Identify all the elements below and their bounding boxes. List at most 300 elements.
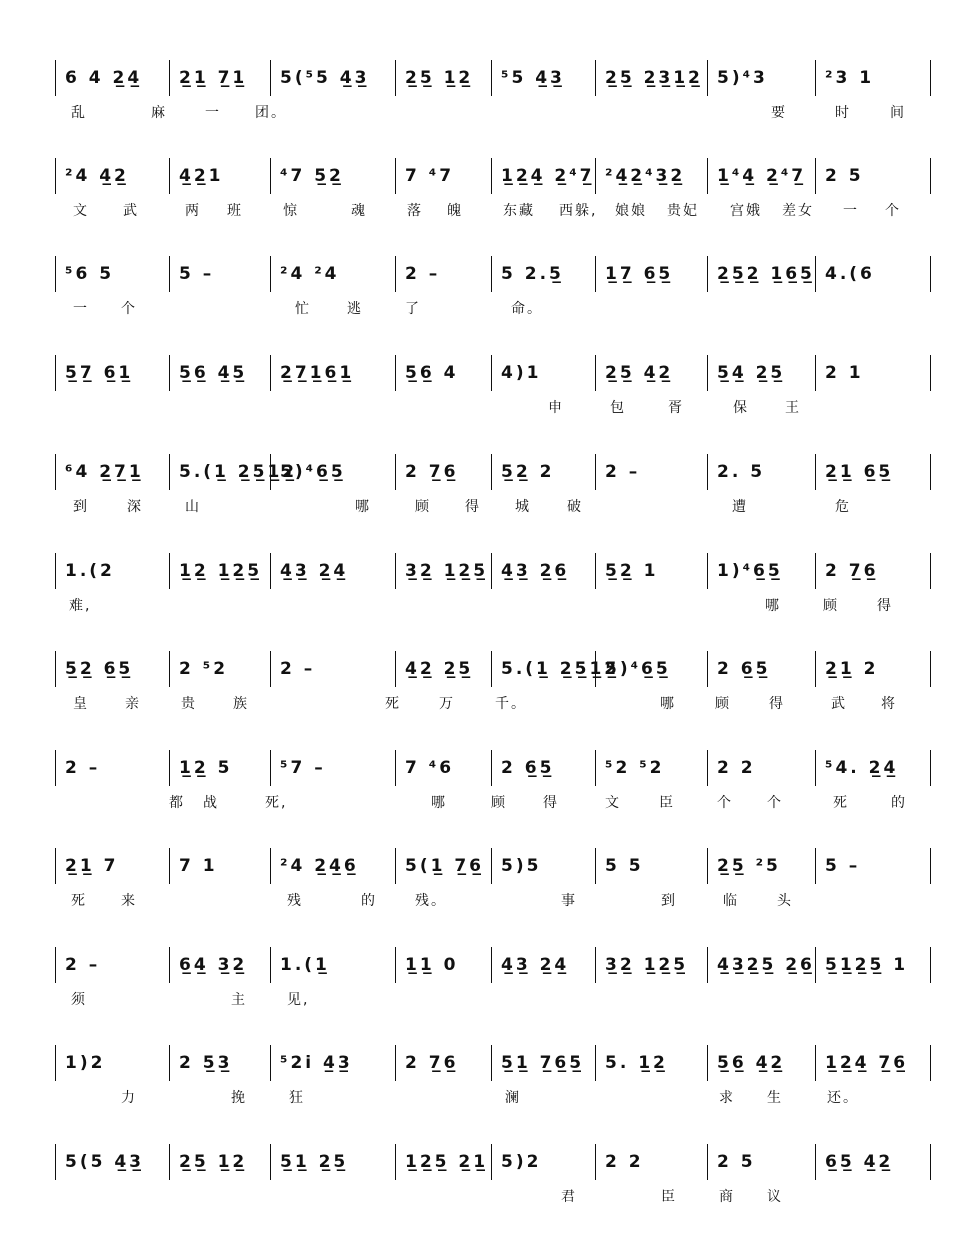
- measure: [491, 750, 595, 786]
- barline: [930, 158, 931, 194]
- measure-notes: 1̲2̲5̲ 2̲1̲: [405, 1152, 489, 1172]
- score-system: [55, 651, 930, 731]
- lyric-syllable: 臣: [659, 795, 675, 811]
- measure: [270, 355, 395, 391]
- lyric-syllable: 得: [877, 598, 893, 614]
- measure: [815, 158, 930, 194]
- lyric-syllable: 命。: [511, 301, 543, 317]
- measure-notes: 4̲3̲2̲5̲ 2̲6̲: [717, 955, 815, 975]
- measure: [169, 454, 298, 490]
- measure-notes: 5̲7̲ 6̲1̲: [65, 363, 134, 383]
- barline: [930, 553, 931, 589]
- measure-notes: 2̲5̲ ²5: [717, 856, 781, 876]
- measure-notes: 2 7̲6̲: [825, 561, 879, 581]
- measure-notes: 2̲5̲ 2̲3̲1̲2̲: [605, 68, 703, 88]
- measure-notes: 5̲6̲ 4̲5̲: [179, 363, 248, 383]
- lyric-syllable: 差女: [782, 203, 814, 219]
- lyric-syllable: 乱: [71, 105, 87, 121]
- lyric-syllable: 顾: [823, 598, 839, 614]
- measure: [815, 750, 930, 786]
- measure-notes: 5̲6̲ 4̲2̲: [717, 1053, 786, 1073]
- measure-notes: 4̲3̲ 2̲6̲: [501, 561, 570, 581]
- measure-notes: 2 –: [605, 462, 641, 482]
- score-system: [55, 256, 930, 336]
- lyric-syllable: 事: [561, 893, 577, 909]
- measure: [169, 256, 270, 292]
- lyric-syllable: 主: [231, 992, 247, 1008]
- lyric-syllable: 顾: [715, 696, 731, 712]
- lyric-syllable: 得: [465, 499, 481, 515]
- lyric-syllable: 到: [661, 893, 677, 909]
- lyric-syllable: 个: [121, 301, 137, 317]
- measure: [270, 553, 395, 589]
- measure: [169, 947, 270, 983]
- measure-notes: 1)⁴6̲5̲: [717, 561, 783, 581]
- lyric-syllable: 个: [717, 795, 733, 811]
- lyric-syllable: 亲: [125, 696, 141, 712]
- measure-notes: 1̲7̲ 6̲5̲: [605, 264, 674, 284]
- barline: [930, 848, 931, 884]
- lyric-syllable: 一: [73, 301, 89, 317]
- measure-notes: ²4 ²4: [280, 264, 340, 284]
- measure-notes: ²3 1: [825, 68, 875, 88]
- measure-notes: 2 7̲6̲: [405, 1053, 459, 1073]
- measure-notes: 2. 5: [717, 462, 766, 482]
- measure: [270, 1144, 395, 1180]
- measure: [55, 1144, 169, 1180]
- measure-notes: ⁵7 –: [280, 758, 326, 778]
- lyric-syllable: 都: [169, 795, 185, 811]
- lyric-syllable: 死: [71, 893, 87, 909]
- lyric-syllable: 娘娘: [615, 203, 647, 219]
- measure-notes: 5.(1̲ 2̲5̲1̲2̲: [179, 462, 298, 482]
- measure-notes: ⁵2 ⁵2: [605, 758, 665, 778]
- measure: [55, 158, 169, 194]
- measure: [55, 256, 169, 292]
- measure-notes: 5)⁴6̲5̲: [280, 462, 346, 482]
- lyric-syllable: 来: [121, 893, 137, 909]
- measure: [595, 158, 707, 194]
- measure-notes: ²4̲2̲⁴3̲2̲: [605, 166, 686, 186]
- measure-notes: 1̲2̲4̲ 7̲6̲: [825, 1053, 909, 1073]
- measure-notes: 5̲2̲ 1: [605, 561, 659, 581]
- measure: [491, 651, 620, 687]
- measure: [707, 256, 815, 292]
- measure: [595, 454, 707, 490]
- score-system: [55, 848, 930, 928]
- measure-notes: ⁵6 5: [65, 264, 115, 284]
- measure: [815, 256, 930, 292]
- lyric-syllable: 皇: [73, 696, 89, 712]
- measure: [169, 60, 270, 96]
- measure-notes: 2 7̲6̲: [405, 462, 459, 482]
- measure: [491, 1045, 595, 1081]
- measure-notes: 2 5: [825, 166, 864, 186]
- lyric-syllable: 魂: [351, 203, 367, 219]
- measure-notes: 2 5̲3̲: [179, 1053, 233, 1073]
- lyric-syllable: 文: [605, 795, 621, 811]
- measure: [595, 553, 707, 589]
- measure-notes: 1̲2̲ 1̲2̲5̲: [179, 561, 263, 581]
- score-system: [55, 355, 930, 435]
- measure: [491, 553, 595, 589]
- score-system: [55, 1144, 930, 1224]
- measure-notes: ⁶4 2̲7̲1̲: [65, 462, 144, 482]
- measure-notes: 5)2: [501, 1152, 542, 1172]
- measure: [395, 1045, 491, 1081]
- lyric-syllable: 深: [127, 499, 143, 515]
- measure: [815, 1144, 930, 1180]
- measure: [707, 1045, 815, 1081]
- measure: [55, 947, 169, 983]
- barline: [930, 454, 931, 490]
- lyric-syllable: 个: [767, 795, 783, 811]
- barline: [930, 256, 931, 292]
- measure-notes: 2̲1̲ 6̲5̲: [825, 462, 894, 482]
- lyric-syllable: 魄: [447, 203, 463, 219]
- measure: [169, 355, 270, 391]
- measure-notes: 5)⁴6̲5̲: [605, 659, 671, 679]
- measure-notes: ⁵2i 4̲3̲: [280, 1053, 353, 1073]
- measure-notes: ⁵4. 2̲4̲: [825, 758, 899, 778]
- lyric-syllable: 挽: [231, 1090, 247, 1106]
- measure: [169, 158, 270, 194]
- lyric-syllable: 将: [881, 696, 897, 712]
- measure-notes: 2̲5̲2̲ 1̲6̲5̲: [717, 264, 815, 284]
- measure-notes: 1̲2̲4̲ 2̲⁴7̲: [501, 166, 595, 186]
- lyric-syllable: 见,: [287, 992, 310, 1008]
- measure-notes: 5̲1̲2̲5̲ 1: [825, 955, 909, 975]
- lyric-syllable: 王: [785, 400, 801, 416]
- measure-notes: 5)5: [501, 856, 542, 876]
- lyric-syllable: 还。: [827, 1090, 859, 1106]
- lyric-syllable: 落: [407, 203, 423, 219]
- measure-notes: 6̲5̲ 4̲2̲: [825, 1152, 894, 1172]
- barline: [930, 1144, 931, 1180]
- lyric-syllable: 包: [610, 400, 626, 416]
- measure-notes: 2̲7̲1̲6̲1̲: [280, 363, 355, 383]
- lyric-syllable: 山: [185, 499, 201, 515]
- measure-notes: 5 –: [825, 856, 861, 876]
- lyric-syllable: 东藏: [503, 203, 535, 219]
- measure: [169, 750, 270, 786]
- measure-notes: 1̲1̲ 0: [405, 955, 459, 975]
- measure-notes: 2̲5̲ 4̲2̲: [605, 363, 674, 383]
- measure: [169, 651, 270, 687]
- measure: [395, 947, 491, 983]
- measure: [707, 750, 815, 786]
- measure-notes: 5 2.5̲: [501, 264, 564, 284]
- lyric-syllable: 申: [548, 400, 564, 416]
- lyric-syllable: 哪: [765, 598, 781, 614]
- measure-notes: 4̲3̲ 2̲4̲: [501, 955, 570, 975]
- measure-notes: 2̲5̲ 1̲2̲: [179, 1152, 248, 1172]
- lyric-syllable: 死: [385, 696, 401, 712]
- measure: [395, 750, 491, 786]
- measure: [595, 848, 707, 884]
- measure: [169, 553, 270, 589]
- measure: [491, 947, 595, 983]
- measure: [707, 553, 815, 589]
- lyric-syllable: 哪: [660, 696, 676, 712]
- measure: [707, 1144, 815, 1180]
- measure-notes: 2̲1̲ 2: [825, 659, 879, 679]
- measure-notes: 2 –: [280, 659, 316, 679]
- lyric-syllable: 力: [121, 1090, 137, 1106]
- measure-notes: 6̲4̲ 3̲2̲: [179, 955, 248, 975]
- score-system: [55, 454, 930, 534]
- measure: [270, 750, 395, 786]
- lyric-syllable: 个: [885, 203, 901, 219]
- measure-notes: 5(5 4̲3̲: [65, 1152, 145, 1172]
- measure-notes: 3̲2̲ 1̲2̲5̲: [605, 955, 689, 975]
- measure: [55, 750, 169, 786]
- lyric-syllable: 千。: [495, 696, 527, 712]
- measure-notes: 1.(1̲: [280, 955, 330, 975]
- measure-notes: 4)1: [501, 363, 542, 383]
- measure-notes: 5̲1̲ 2̲5̲: [280, 1152, 349, 1172]
- lyric-syllable: 臣: [661, 1189, 677, 1205]
- lyric-syllable: 澜: [505, 1090, 521, 1106]
- measure-notes: 5̲6̲ 4: [405, 363, 459, 383]
- measure-notes: 4̲2̲ 2̲5̲: [405, 659, 474, 679]
- measure: [55, 553, 169, 589]
- measure: [491, 1144, 595, 1180]
- score-system: [55, 60, 930, 140]
- measure-notes: ⁵5 4̲3̲: [501, 68, 565, 88]
- lyric-syllable: 的: [891, 795, 907, 811]
- measure-notes: 2 2: [605, 1152, 644, 1172]
- score-system: [55, 1045, 930, 1125]
- measure-notes: 2 2: [717, 758, 756, 778]
- barline: [930, 1045, 931, 1081]
- measure: [270, 947, 395, 983]
- measure: [815, 947, 930, 983]
- lyric-syllable: 班: [227, 203, 243, 219]
- lyric-syllable: 破: [567, 499, 583, 515]
- measure: [55, 848, 169, 884]
- measure: [491, 355, 595, 391]
- measure: [55, 454, 169, 490]
- lyric-syllable: 头: [777, 893, 793, 909]
- measure-notes: 2 6̲5̲: [501, 758, 555, 778]
- lyric-syllable: 哪: [355, 499, 371, 515]
- measure: [491, 158, 595, 194]
- lyric-syllable: 宫娥: [730, 203, 762, 219]
- lyric-syllable: 一: [205, 105, 221, 121]
- lyric-syllable: 武: [123, 203, 139, 219]
- measure-notes: 4̲3̲ 2̲4̲: [280, 561, 349, 581]
- measure-notes: 2 1: [825, 363, 864, 383]
- measure: [395, 1144, 491, 1180]
- lyric-syllable: 求: [719, 1090, 735, 1106]
- measure: [595, 355, 707, 391]
- measure: [595, 651, 707, 687]
- lyric-syllable: 到: [73, 499, 89, 515]
- lyric-syllable: 得: [543, 795, 559, 811]
- measure: [815, 553, 930, 589]
- lyric-syllable: 城: [515, 499, 531, 515]
- measure-notes: 2 –: [65, 758, 101, 778]
- measure: [395, 848, 491, 884]
- measure: [707, 158, 815, 194]
- lyric-syllable: 文: [73, 203, 89, 219]
- measure-notes: 2 6̲5̲: [717, 659, 771, 679]
- lyric-syllable: 顾: [491, 795, 507, 811]
- measure-notes: 5̲4̲ 2̲5̲: [717, 363, 786, 383]
- lyric-syllable: 两: [185, 203, 201, 219]
- measure-notes: 5̲2̲ 2: [501, 462, 555, 482]
- score-system: [55, 553, 930, 633]
- lyric-syllable: 遭: [732, 499, 748, 515]
- score-system: [55, 947, 930, 1027]
- measure: [270, 158, 395, 194]
- measure: [270, 1045, 395, 1081]
- score-system: [55, 750, 930, 830]
- measure: [815, 355, 930, 391]
- measure: [595, 60, 707, 96]
- measure-notes: 7 ⁴6: [405, 758, 455, 778]
- measure: [491, 60, 595, 96]
- lyric-syllable: 死,: [265, 795, 288, 811]
- measure: [270, 256, 395, 292]
- measure: [707, 60, 815, 96]
- measure: [395, 651, 491, 687]
- measure: [595, 256, 707, 292]
- measure: [707, 848, 815, 884]
- measure: [815, 651, 930, 687]
- measure: [595, 1144, 707, 1180]
- measure-notes: 1.(2: [65, 561, 115, 581]
- lyric-syllable: 须: [71, 992, 87, 1008]
- measure-notes: 6 4 2̲4̲: [65, 68, 143, 88]
- lyric-syllable: 残: [287, 893, 303, 909]
- measure: [169, 1144, 270, 1180]
- measure-notes: 5(1̲ 7̲6̲: [405, 856, 485, 876]
- measure: [395, 256, 491, 292]
- lyric-syllable: 忙: [295, 301, 311, 317]
- measure: [270, 454, 395, 490]
- lyric-syllable: 时: [835, 105, 851, 121]
- measure-notes: 1̲2̲ 5: [179, 758, 233, 778]
- measure: [707, 355, 815, 391]
- measure: [270, 60, 395, 96]
- measure-notes: 2̲1̲ 7̲1̲: [179, 68, 248, 88]
- measure: [595, 1045, 707, 1081]
- lyric-syllable: 麻: [151, 105, 167, 121]
- measure: [815, 454, 930, 490]
- measure-notes: 4̲2̲1: [179, 166, 224, 186]
- barline: [930, 947, 931, 983]
- measure: [169, 848, 270, 884]
- lyric-syllable: 危: [835, 499, 851, 515]
- measure: [815, 60, 930, 96]
- measure: [270, 848, 395, 884]
- measure: [395, 454, 491, 490]
- measure: [169, 1045, 270, 1081]
- measure-notes: 1)2: [65, 1053, 106, 1073]
- lyric-syllable: 保: [733, 400, 749, 416]
- measure-notes: 5.(1̲ 2̲5̲1̲2̲: [501, 659, 620, 679]
- measure: [595, 947, 707, 983]
- measure: [595, 750, 707, 786]
- barline: [930, 60, 931, 96]
- measure: [395, 553, 491, 589]
- lyric-syllable: 西躲,: [559, 203, 598, 219]
- lyric-syllable: 武: [831, 696, 847, 712]
- measure: [270, 651, 395, 687]
- lyric-syllable: 残。: [415, 893, 447, 909]
- measure-notes: 5. 1̲2̲: [605, 1053, 668, 1073]
- measure: [707, 651, 815, 687]
- measure-notes: 2̲5̲ 1̲2̲: [405, 68, 474, 88]
- lyric-syllable: 一: [843, 203, 859, 219]
- measure-notes: ²4 2̲4̲6̲: [280, 856, 359, 876]
- lyric-syllable: 议: [767, 1189, 783, 1205]
- measure: [55, 651, 169, 687]
- measure-notes: 5 –: [179, 264, 215, 284]
- measure: [815, 1045, 930, 1081]
- lyric-syllable: 间: [890, 105, 906, 121]
- measure-notes: 2 ⁵2: [179, 659, 229, 679]
- lyric-syllable: 商: [719, 1189, 735, 1205]
- barline: [930, 750, 931, 786]
- barline: [930, 355, 931, 391]
- lyric-syllable: 贵: [181, 696, 197, 712]
- measure: [707, 947, 815, 983]
- measure-notes: 5)⁴3: [717, 68, 768, 88]
- lyric-syllable: 君: [561, 1189, 577, 1205]
- lyric-syllable: 族: [233, 696, 249, 712]
- barline: [930, 651, 931, 687]
- score-system: [55, 158, 930, 238]
- lyric-syllable: 团。: [255, 105, 287, 121]
- lyric-syllable: 胥: [668, 400, 684, 416]
- lyric-syllable: 得: [769, 696, 785, 712]
- lyric-syllable: 难,: [69, 598, 92, 614]
- lyric-syllable: 顾: [415, 499, 431, 515]
- measure: [395, 60, 491, 96]
- measure-notes: 2 –: [65, 955, 101, 975]
- measure-notes: ²4 4̲2̲: [65, 166, 129, 186]
- lyric-syllable: 狂: [289, 1090, 305, 1106]
- measure-notes: 2̲1̲ 7: [65, 856, 119, 876]
- lyric-syllable: 要: [771, 105, 787, 121]
- measure: [55, 1045, 169, 1081]
- measure: [491, 848, 595, 884]
- measure-notes: ⁴7 5̲2̲: [280, 166, 344, 186]
- measure: [491, 256, 595, 292]
- lyric-syllable: 万: [439, 696, 455, 712]
- measure: [707, 454, 815, 490]
- measure-notes: 7 ⁴7: [405, 166, 455, 186]
- measure: [55, 60, 169, 96]
- measure-notes: 5(⁵5 4̲3̲: [280, 68, 370, 88]
- measure: [815, 848, 930, 884]
- lyric-syllable: 逃: [347, 301, 363, 317]
- lyric-syllable: 了: [405, 301, 421, 317]
- measure-notes: 2 5: [717, 1152, 756, 1172]
- measure: [395, 158, 491, 194]
- measure-notes: 5̲2̲ 6̲5̲: [65, 659, 134, 679]
- measure-notes: 5 5: [605, 856, 644, 876]
- lyric-syllable: 惊: [283, 203, 299, 219]
- lyric-syllable: 临: [723, 893, 739, 909]
- lyric-syllable: 生: [767, 1090, 783, 1106]
- measure-notes: 2 –: [405, 264, 441, 284]
- measure: [55, 355, 169, 391]
- lyric-syllable: 贵妃: [667, 203, 699, 219]
